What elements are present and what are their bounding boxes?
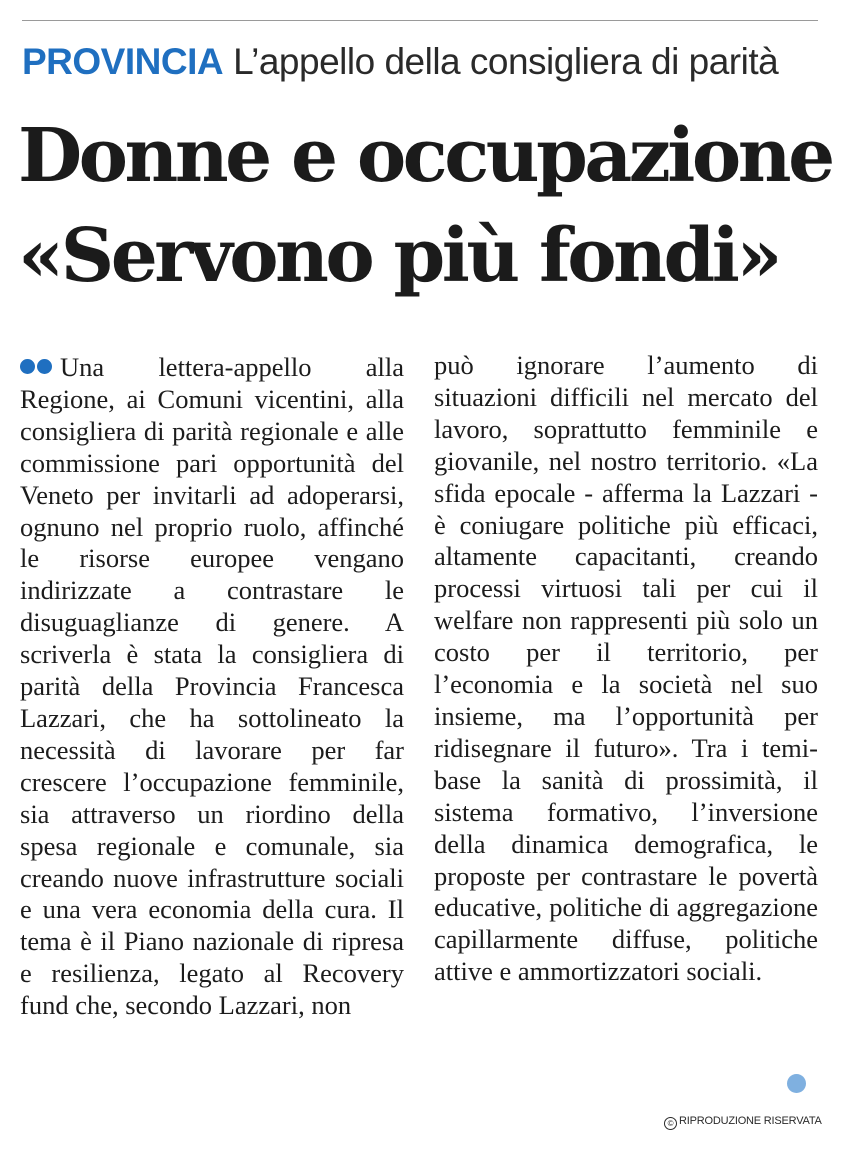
headline-line-1: Donne e occupazione: [18, 113, 832, 199]
headline-line-2: «Servono più fondi»: [18, 213, 780, 299]
article-column-left: [20, 350, 404, 1130]
kicker-subtitle: L’appello della consigliera di parità: [233, 41, 779, 82]
article-kicker: [22, 40, 822, 84]
copyright-notice: [664, 1115, 824, 1130]
article-headline: [18, 106, 832, 306]
end-of-article-dot-icon: [787, 1074, 806, 1093]
top-rule: [22, 20, 818, 21]
left-column-text: Una lettera-appello alla Regione, ai Comuni vicentini, alla consigliera di parità regionale e alle commissione pari opportunità del Veneto per invitarli ad adoperarsi, ognuno nel proprio ruolo, affinché le risorse europee vengano indirizzate a contrastare le disuguaglianze di genere. A scriverla è stata la consigliera di parità della Provincia Francesca Lazzari, che ha sottolineato la necessità di lavorare per far crescere l’occupazione femminile, sia attraverso un riordino della spesa regionale e comunale, sia creando nuove infrastrutture sociali e una vera economia della cura. Il tema è il Piano nazionale di ripresa e resilienza, legato al Recovery fund che, secondo Lazzari, non: [20, 352, 404, 1021]
lead-dots-icon: [20, 350, 54, 382]
right-column-text: può ignorare l’aumento di situazioni difficili nel mercato del lavoro, soprattutto femminile e giovanile, nel nostro territorio. «La sfida epocale - afferma la Lazzari - è coniugare politiche più efficaci, altamente capacitanti, creando processi virtuosi tali per cui il welfare non rappresenti più solo un costo per il territorio, per l’economia e la società nel suo insieme, ma l’opportunità per ridisegnare il futuro». Tra i temi-base la sanità di prossimità, il sistema formativo, l’inversione della dinamica demografica, le proposte per contrastare le povertà educative, politiche di aggregazione capillarmente diffuse, politiche attive e ammortizzatori sociali.: [434, 350, 818, 987]
copyright-icon: ©: [664, 1117, 677, 1130]
section-label: PROVINCIA: [22, 41, 224, 82]
copyright-text: RIPRODUZIONE RISERVATA: [679, 1115, 822, 1127]
article-column-right: [434, 350, 818, 1100]
